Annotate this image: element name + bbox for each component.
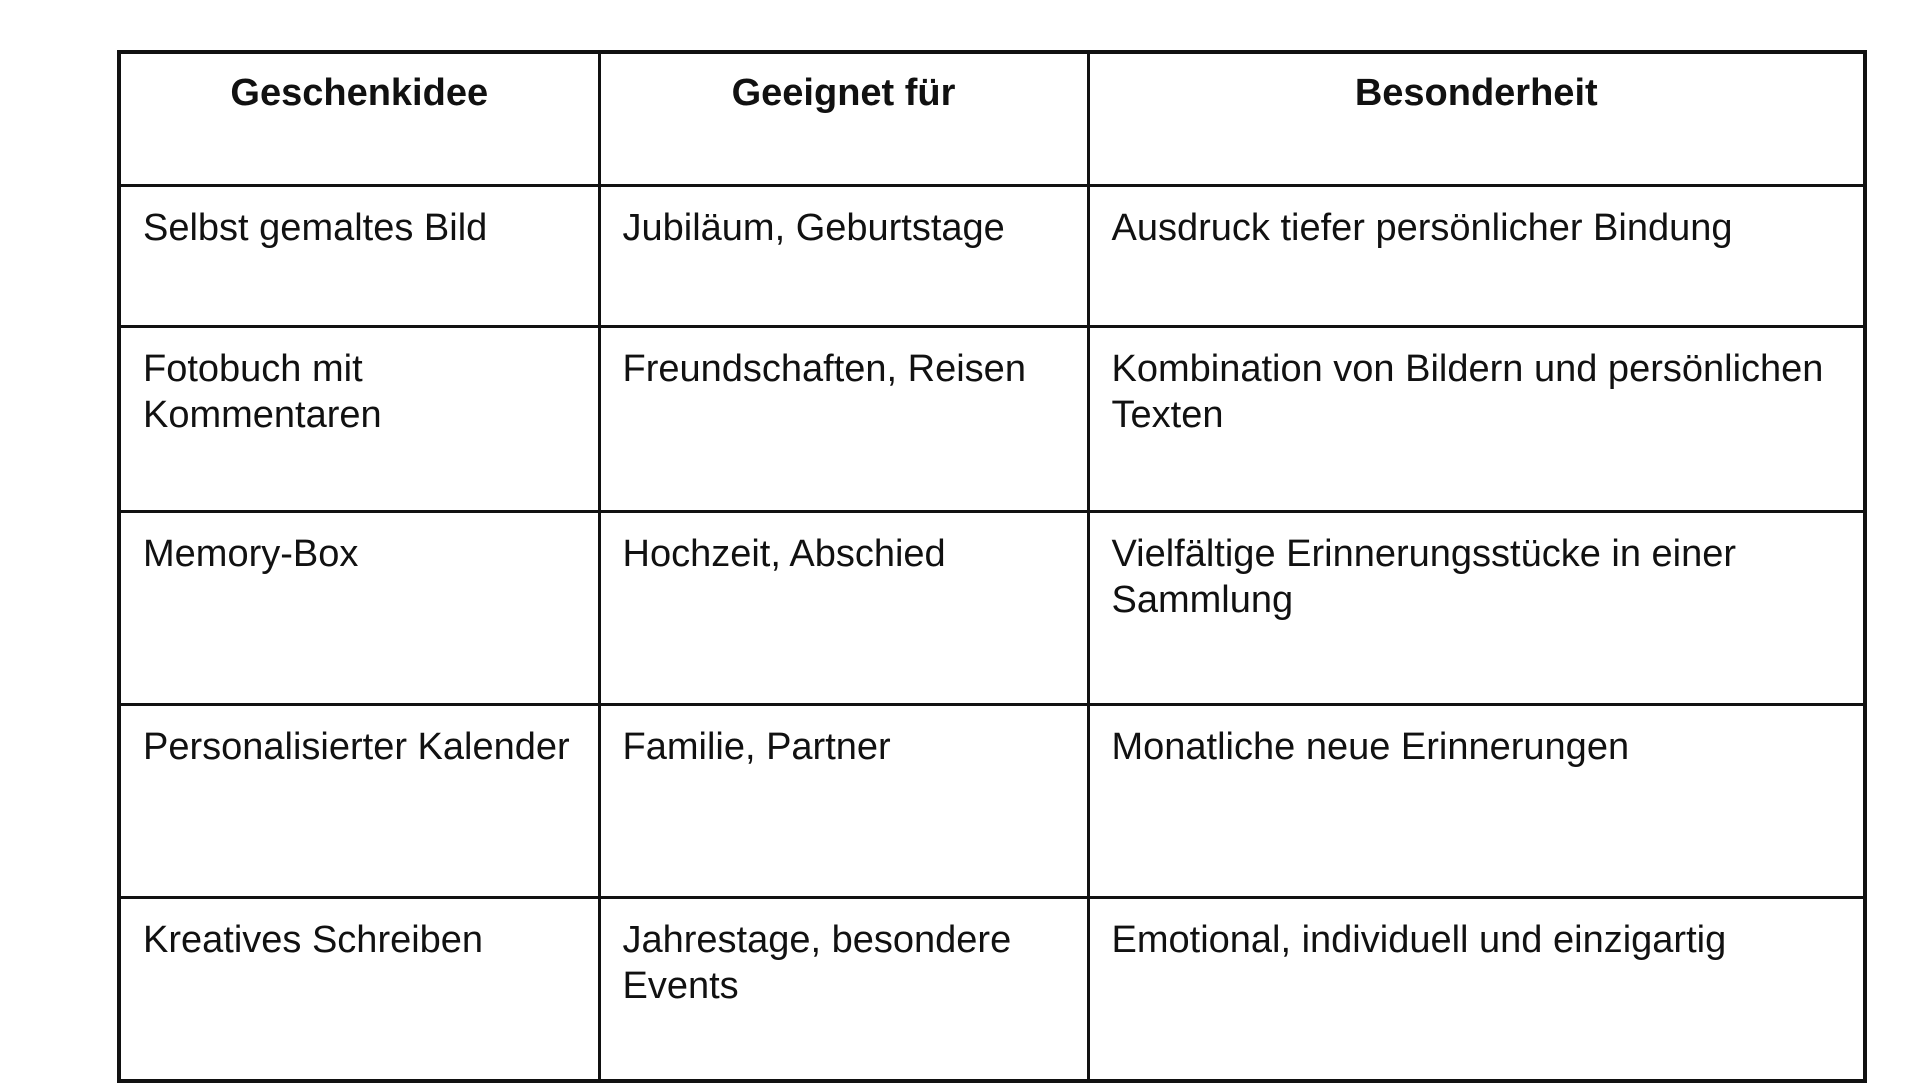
table-row <box>119 186 1865 327</box>
gift-ideas-table <box>117 50 1867 1083</box>
table-row <box>119 898 1865 1082</box>
cell-besonderheit: Kombination von Bildern und persönlichen Texten <box>1088 327 1865 512</box>
cell-geschenkidee: Kreatives Schreiben <box>119 898 599 1082</box>
gift-ideas-table-container <box>117 50 1863 1083</box>
table-header-row <box>119 52 1865 186</box>
cell-besonderheit: Emotional, individuell und einzigartig <box>1088 898 1865 1082</box>
table-row <box>119 512 1865 705</box>
cell-geeignet-fuer: Jubiläum, Geburtstage <box>599 186 1088 327</box>
cell-besonderheit: Vielfältige Erinnerungsstücke in einer Sammlung <box>1088 512 1865 705</box>
table-row <box>119 327 1865 512</box>
cell-geschenkidee: Personalisierter Kalender <box>119 705 599 898</box>
table-row <box>119 705 1865 898</box>
cell-geeignet-fuer: Jahrestage, besondere Events <box>599 898 1088 1082</box>
header-besonderheit: Besonderheit <box>1088 52 1865 186</box>
cell-geeignet-fuer: Hochzeit, Abschied <box>599 512 1088 705</box>
cell-geschenkidee: Selbst gemaltes Bild <box>119 186 599 327</box>
cell-besonderheit: Ausdruck tiefer persönlicher Bindung <box>1088 186 1865 327</box>
cell-geeignet-fuer: Familie, Partner <box>599 705 1088 898</box>
header-geschenkidee: Geschenkidee <box>119 52 599 186</box>
header-geeignet-fuer: Geeignet für <box>599 52 1088 186</box>
cell-geschenkidee: Fotobuch mit Kommentaren <box>119 327 599 512</box>
cell-geeignet-fuer: Freundschaften, Reisen <box>599 327 1088 512</box>
cell-besonderheit: Monatliche neue Erinnerungen <box>1088 705 1865 898</box>
cell-geschenkidee: Memory-Box <box>119 512 599 705</box>
